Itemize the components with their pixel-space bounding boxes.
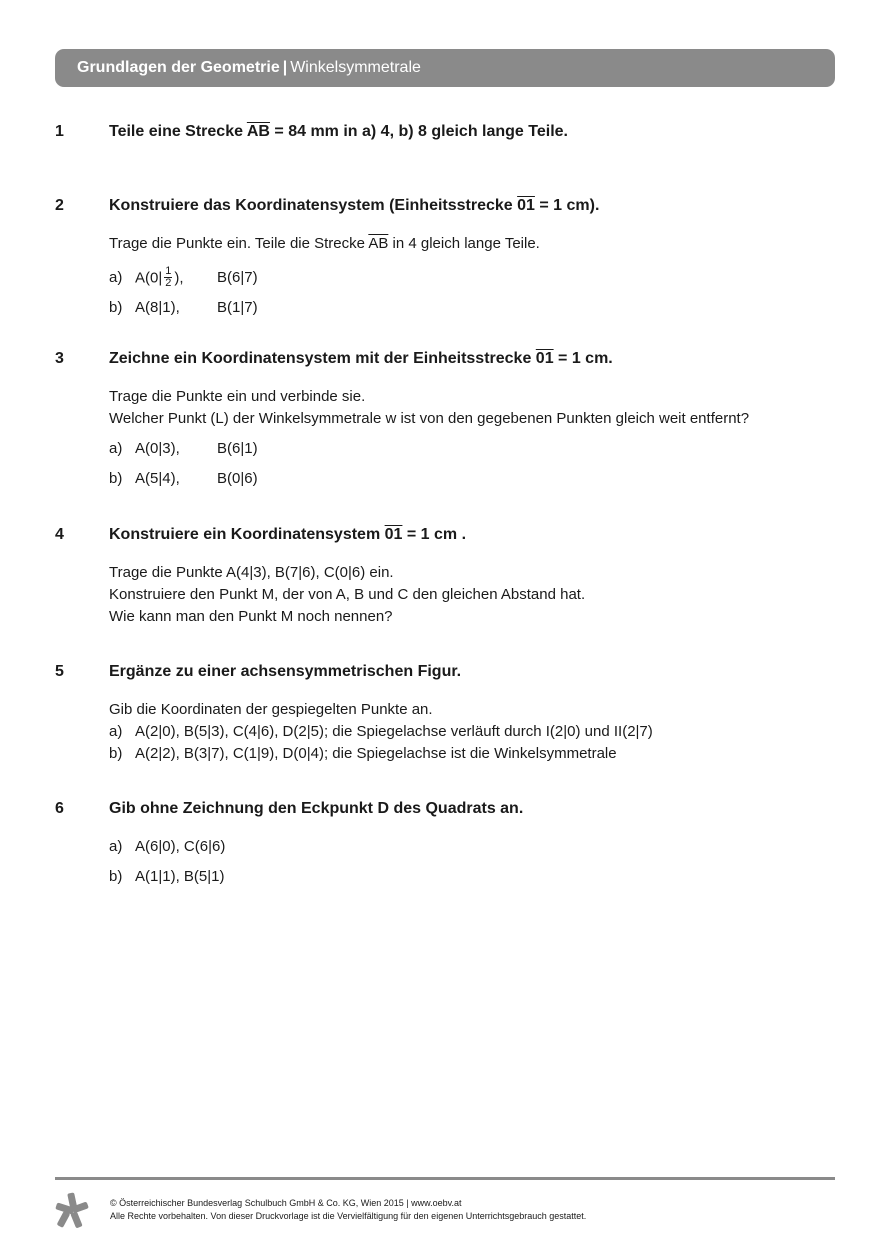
list-item: b) A(5|4), B(0|6) <box>109 470 258 487</box>
task-4 <box>55 524 835 628</box>
footer-line-2: Alle Rechte vorbehalten. Von dieser Druckvorlage ist die Vervielfältigung für den eigenen Unterrichtsgebrauch gestattet. <box>110 1211 587 1221</box>
task-title: Gib ohne Zeichnung den Eckpunkt D des Quadrats an. <box>109 800 524 817</box>
fraction: $\frac{1}{2}$ <box>165 264 172 289</box>
task-number: 5 <box>55 663 64 680</box>
segment-overline: $\overline{AB}$ <box>368 235 389 252</box>
task-title: Teile eine Strecke $\overline{AB} = 84$ mm in a) 4, b) 8 gleich lange Teile. <box>109 123 568 140</box>
header-title: Grundlagen der Geometrie <box>77 59 280 76</box>
task-3 <box>55 348 835 490</box>
list-item: a) A(2|0), B(5|3), C(4|6), D(2|5); die Spiegelachse verläuft durch I(2|0) und II(2|7) <box>109 723 653 740</box>
list-item: b) A(1|1), B(5|1) <box>109 868 225 885</box>
footer-copyright <box>110 1197 586 1223</box>
task-2 <box>55 195 835 319</box>
task-number: 6 <box>55 800 64 817</box>
task-number: 4 <box>55 526 64 543</box>
task-number: 2 <box>55 197 64 214</box>
header-bar <box>55 49 835 87</box>
task-instructions: Trage die Punkte A(4|3), B(7|6), C(0|6) ein. Konstruiere den Punkt M, der von A, B und C den gleichen Abstand hat. Wie kann man den Punkt M noch nennen? <box>109 564 586 625</box>
list-item: a) A(6|0), C(6|6) <box>109 838 226 855</box>
header-separator: | <box>282 59 288 76</box>
task-title: Konstruiere das Koordinatensystem (Einheitsstrecke 01 = 1 cm). <box>109 197 600 214</box>
list-item: a) A(0|3), B(6|1) <box>109 440 258 457</box>
segment-overline: 01 <box>384 526 403 543</box>
task-1 <box>55 121 835 143</box>
task-title: Zeichne ein Koordinatensystem mit der Einheitsstrecke 01 = 1 cm. <box>109 350 613 367</box>
task-title: Konstruiere ein Koordinatensystem 01 = 1 cm . <box>109 526 467 543</box>
task-instructions: Trage die Punkte ein. Teile die Strecke $\overline{AB}$ in 4 gleich lange Teile. <box>109 235 540 252</box>
task-title: Ergänze zu einer achsensymmetrischen Figur. <box>109 663 462 680</box>
header-subtitle: Winkelsymmetrale <box>290 59 421 76</box>
task-number: 3 <box>55 350 64 367</box>
segment-overline: 01 <box>535 350 554 367</box>
task-instructions: Gib die Koordinaten der gespiegelten Punkte an. <box>109 701 433 718</box>
list-item: b) A(2|2), B(3|7), C(1|9), D(0|4); die Spiegelachse ist die Winkelsymmetrale <box>109 745 617 762</box>
task-instructions: Trage die Punkte ein und verbinde sie. Welcher Punkt (L) der Winkelsymmetrale w ist von den gegebenen Punkten gleich weit entfernt? <box>109 388 750 427</box>
footer-line-1: © Österreichischer Bundesverlag Schulbuch GmbH & Co. KG, Wien 2015 | www.oebv.at <box>110 1198 462 1208</box>
task-5 <box>55 661 835 765</box>
list-item: b) A(8|1), B(1|7) <box>109 299 258 316</box>
task-6 <box>55 798 835 888</box>
segment-overline: $\overline{AB}$ <box>246 123 270 140</box>
oebv-logo-icon <box>54 1191 90 1229</box>
footer-rule <box>55 1177 835 1180</box>
list-item: a) A(0| $\frac{1}{2}$ ), B(6|7) <box>109 264 258 289</box>
segment-overline: 01 <box>517 197 535 214</box>
task-number: 1 <box>55 123 64 140</box>
